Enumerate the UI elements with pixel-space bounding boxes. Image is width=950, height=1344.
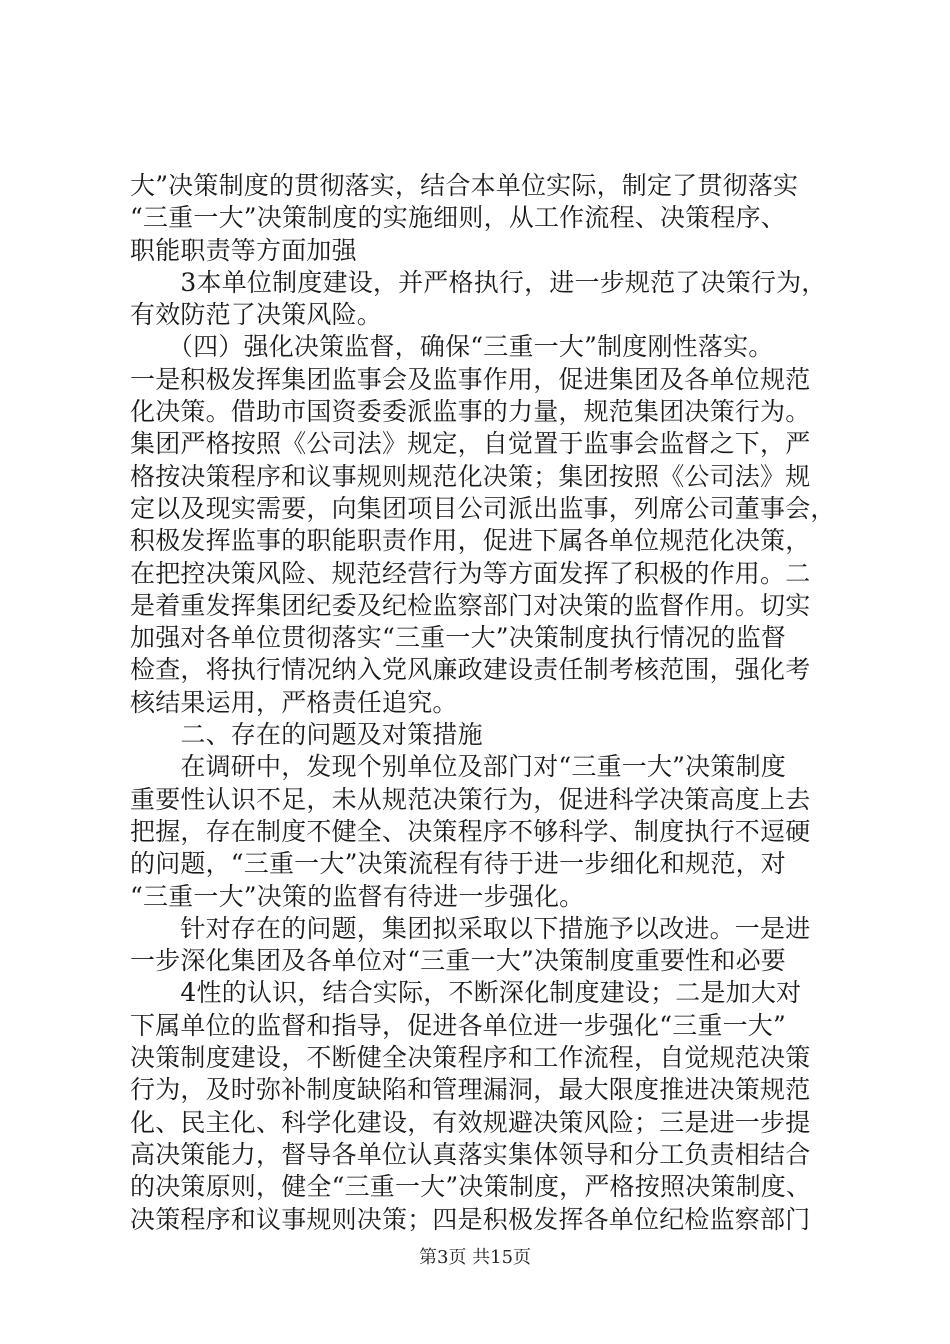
text-line: 重要性认识不足，未从规范决策行为，促进科学决策高度上去	[130, 784, 811, 814]
text-line: 化决策。借助市国资委委派监事的力量，规范集团决策行为。	[130, 397, 811, 427]
text-line: 是着重发挥集团纪委及纪检监察部门对决策的监督作用。切实	[130, 590, 811, 620]
text-line: 的问题，“三重一大”决策流程有待于进一步细化和规范，对	[130, 849, 786, 879]
text-line: 3本单位制度建设，并严格执行，进一步规范了决策行为，	[130, 267, 827, 297]
text-line: 核结果运用，严格责任追究。	[130, 687, 458, 717]
page-footer: 第3页 共15页	[418, 1247, 532, 1268]
text-line: 一步深化集团及各单位对“三重一大”决策制度重要性和必要	[130, 946, 786, 976]
text-line: 大”决策制度的贯彻落实，结合本单位实际，制定了贯彻落实	[130, 171, 799, 200]
text-line: 决策制度建设，不断健全决策程序和工作流程，自觉规范决策	[130, 1043, 811, 1073]
text-line: 定以及现实需要，向集团项目公司派出监事，列席公司董事会，	[130, 493, 836, 523]
text-line: 决策程序和议事规则决策；四是积极发挥各单位纪检监察部门	[130, 1204, 811, 1234]
text-line: 积极发挥监事的职能职责作用，促进下属各单位规范化决策，	[130, 526, 811, 556]
text-line: 在调研中，发现个别单位及部门对“三重一大”决策制度	[130, 752, 786, 782]
text-line: 加强对各单位贯彻落实“三重一大”决策制度执行情况的监督	[130, 623, 786, 653]
text-line: 高决策能力，督导各单位认真落实集体领导和分工负责相结合	[130, 1139, 811, 1169]
text-line: 检查，将执行情况纳入党风廉政建设责任制考核范围，强化考	[130, 655, 811, 685]
text-line: 行为，及时弥补制度缺陷和管理漏洞，最大限度推进决策规范	[130, 1075, 811, 1105]
text-line: 集团严格按照《公司法》规定，自觉置于监事会监督之下，严	[130, 429, 811, 459]
text-line: “三重一大”决策的监督有待进一步强化。	[130, 881, 585, 911]
text-line: （四）强化决策监督，确保“三重一大”制度刚性落实。	[130, 332, 774, 362]
text-line: 职能职责等方面加强	[130, 235, 357, 265]
text-line: 下属单位的监督和指导，促进各单位进一步强化“三重一大”	[130, 1010, 786, 1040]
text-line: “三重一大”决策制度的实施细则，从工作流程、决策程序、	[130, 203, 786, 233]
text-line: 在把控决策风险、规范经营行为等方面发挥了积极的作用。二	[130, 558, 811, 588]
text-line: 4性的认识，结合实际，不断深化制度建设；二是加大对	[130, 978, 802, 1008]
text-line: 把握，存在制度不健全、决策程序不够科学、制度执行不逗硬	[130, 816, 811, 846]
body-text	[130, 170, 836, 1236]
text-line: 二、存在的问题及对策措施	[130, 720, 483, 750]
text-line: 的决策原则，健全“三重一大”决策制度，严格按照决策制度、	[130, 1172, 812, 1202]
text-line: 一是积极发挥集团监事会及监事作用，促进集团及各单位规范	[130, 364, 811, 394]
text-line: 格按决策程序和议事规则规范化决策；集团按照《公司法》规	[130, 461, 811, 491]
text-line: 化、民主化、科学化建设，有效规避决策风险；三是进一步提	[130, 1107, 811, 1137]
text-line: 有效防范了决策风险。	[130, 300, 383, 330]
text-line: 针对存在的问题，集团拟采取以下措施予以改进。一是进	[130, 913, 811, 943]
